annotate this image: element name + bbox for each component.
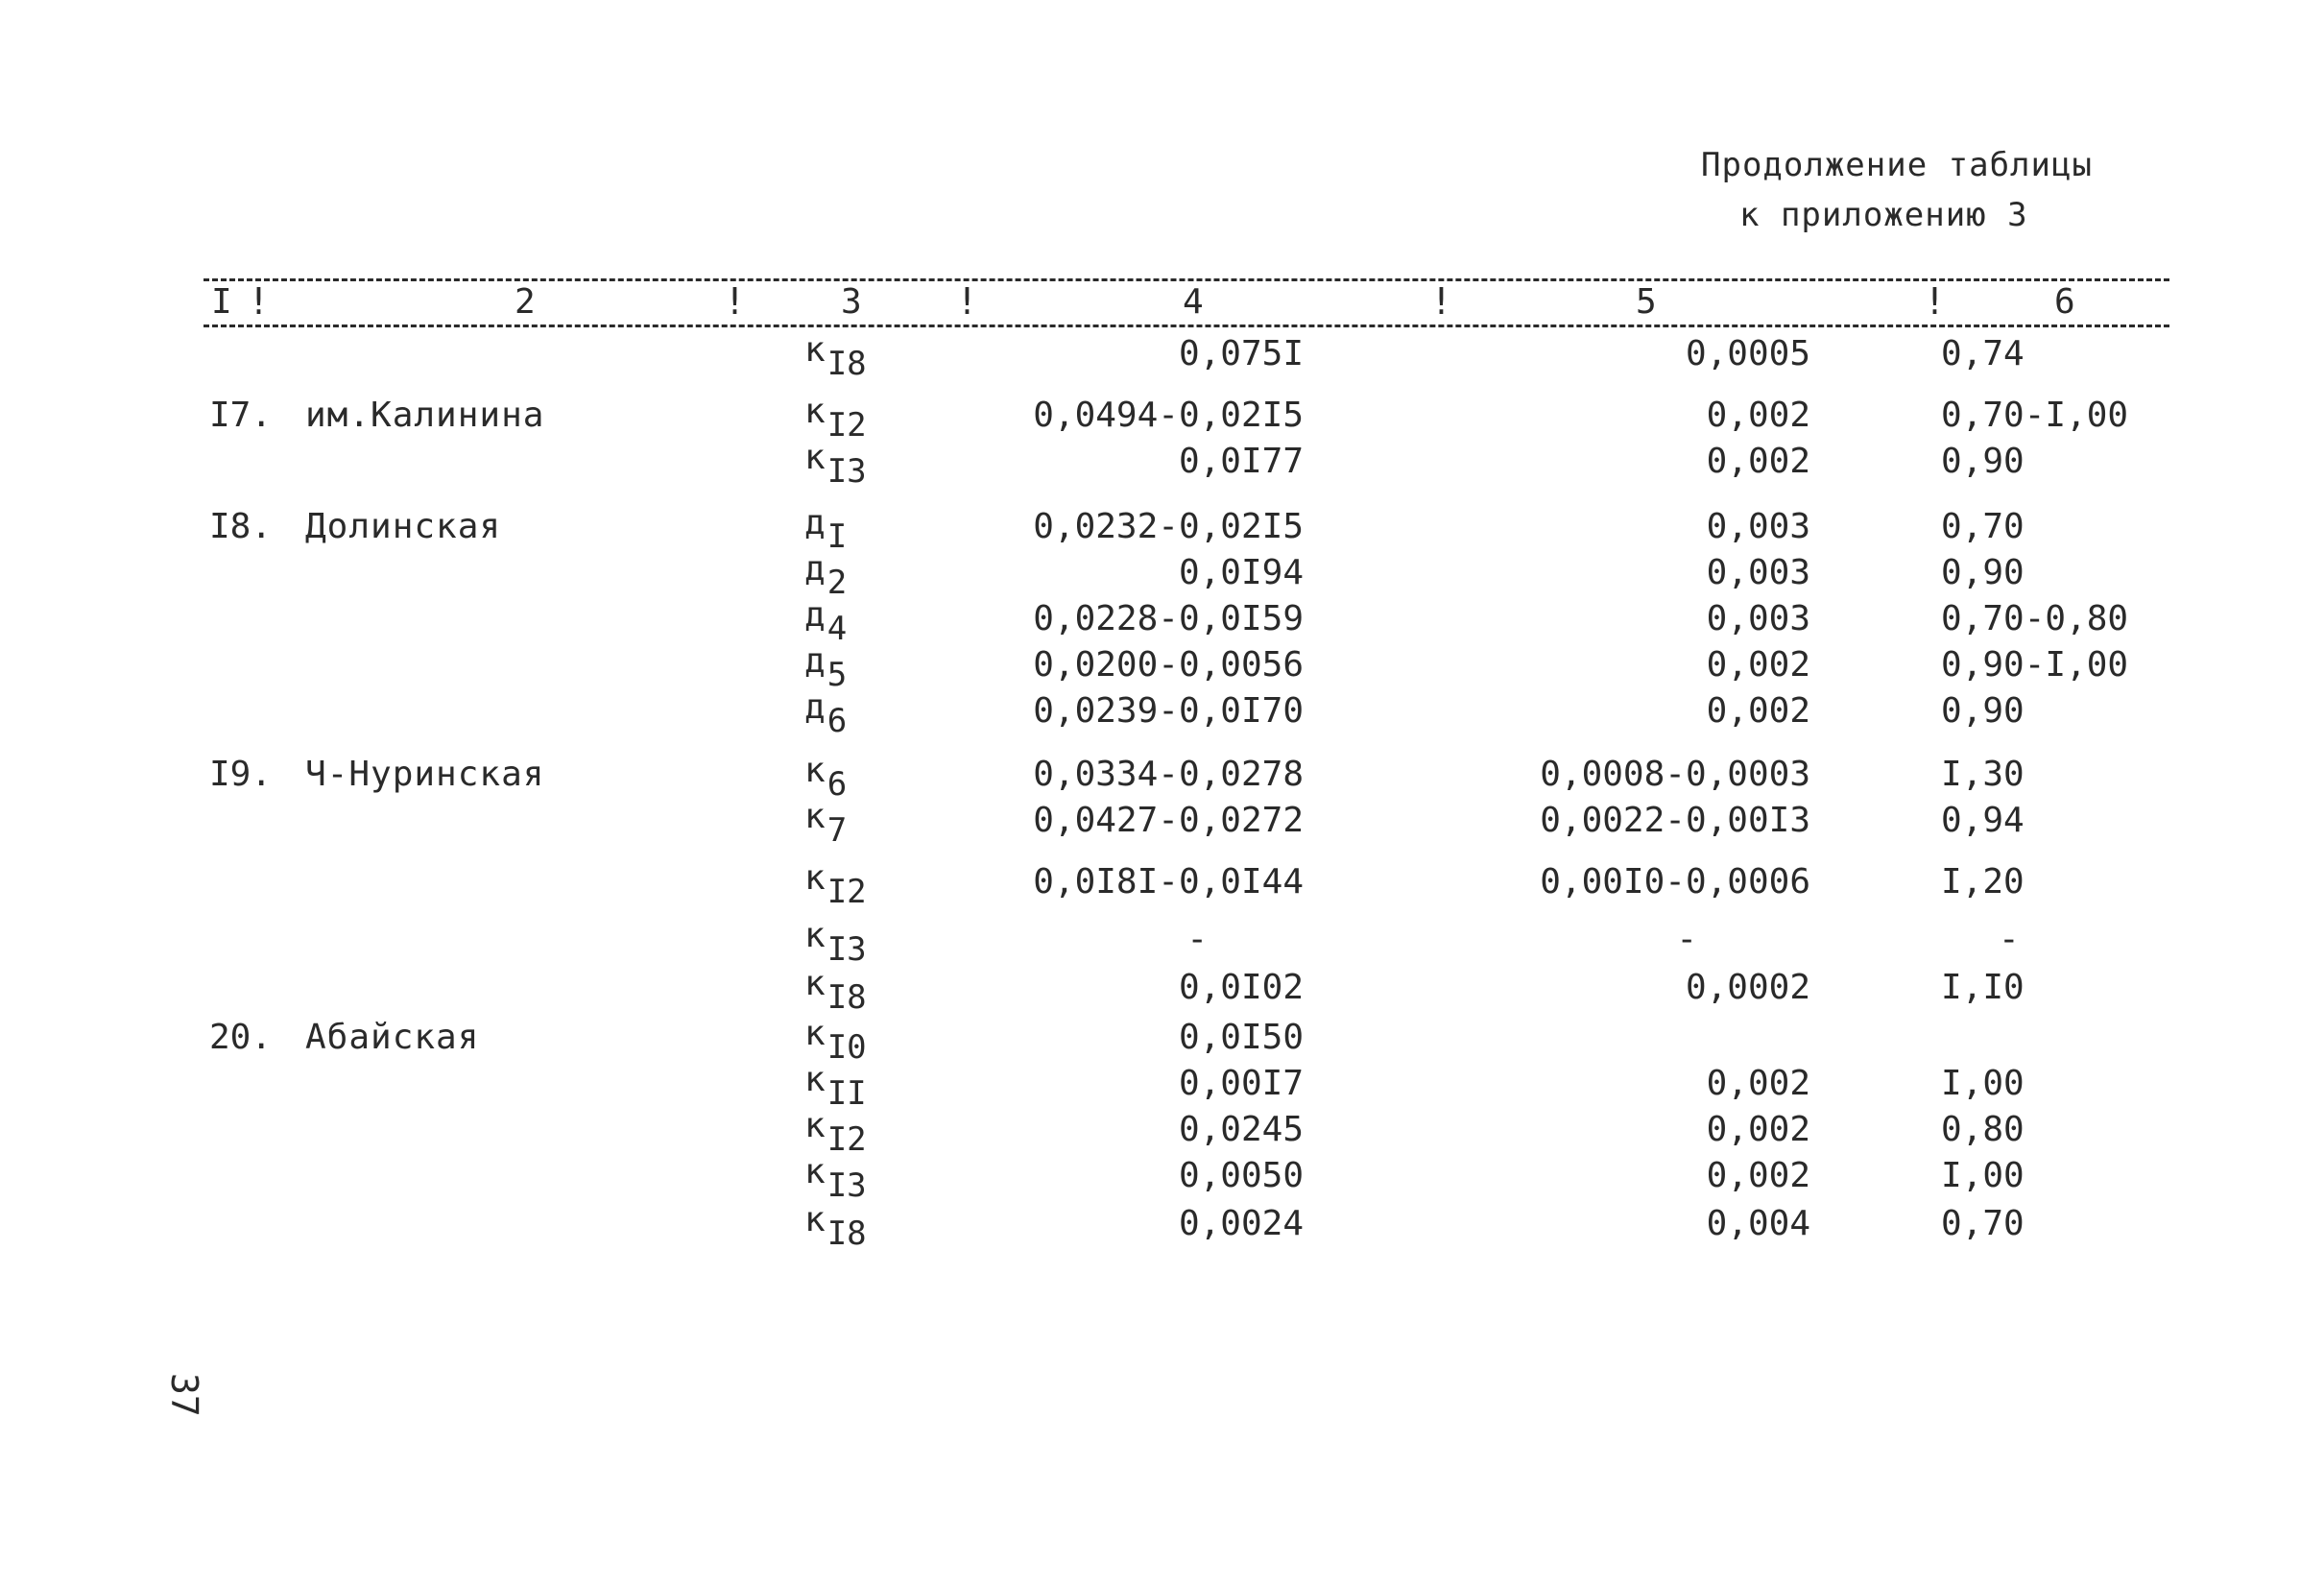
value-col-6: - <box>1999 920 2020 959</box>
value-col-5: 0,0005 <box>1685 334 1810 373</box>
value-col-5: 0,002 <box>1706 442 1810 481</box>
value-col-5: 0,002 <box>1706 1156 1810 1195</box>
value-col-4: 0,0200-0,0056 <box>1033 645 1304 685</box>
value-col-5: 0,0002 <box>1685 968 1810 1007</box>
value-col-4: 0,0245 <box>1178 1110 1304 1149</box>
value-col-6: I,20 <box>1941 862 2025 902</box>
seam-subscript: I2 <box>827 406 867 445</box>
value-col-5: 0,002 <box>1706 396 1810 435</box>
value-col-6: I,00 <box>1941 1156 2025 1195</box>
seam-letter: к <box>804 1152 826 1191</box>
seam-subscript: 6 <box>827 702 848 740</box>
seam-index <box>804 549 847 602</box>
column-header-3: 3 <box>841 282 862 322</box>
value-col-4: 0,0228-0,0I59 <box>1033 599 1304 638</box>
value-col-4: 0,0050 <box>1178 1156 1304 1195</box>
seam-letter: д <box>804 595 826 635</box>
row-number: 20. <box>209 1018 273 1057</box>
value-col-6: 0,90-I,00 <box>1941 645 2129 685</box>
value-col-5: 0,003 <box>1706 599 1810 638</box>
value-col-5: 0,0008-0,0003 <box>1540 755 1810 794</box>
seam-letter: к <box>804 797 826 836</box>
value-col-6: 0,70-0,80 <box>1941 599 2129 638</box>
seam-letter: к <box>804 964 826 1003</box>
seam-letter: к <box>804 1014 826 1053</box>
value-col-5: 0,003 <box>1706 553 1810 592</box>
seam-letter: к <box>804 392 826 431</box>
column-separator: ! <box>1924 280 1946 323</box>
seam-index <box>804 1060 867 1113</box>
header-top-rule <box>204 278 2169 281</box>
value-col-4: 0,075I <box>1178 334 1304 373</box>
value-col-6: I,30 <box>1941 755 2025 794</box>
seam-subscript: II <box>827 1074 867 1113</box>
value-col-6: 0,70 <box>1941 1204 2025 1243</box>
seam-subscript: I8 <box>827 978 867 1017</box>
value-col-4: 0,0334-0,0278 <box>1033 755 1304 794</box>
mine-name: Долинская <box>305 507 502 546</box>
value-col-5: 0,002 <box>1706 645 1810 685</box>
value-col-6: 0,70 <box>1941 507 2025 546</box>
seam-index <box>804 751 847 804</box>
seam-index <box>804 1014 867 1067</box>
seam-subscript: I3 <box>827 1166 867 1205</box>
column-header-6: 6 <box>2054 282 2075 322</box>
seam-index <box>804 1106 867 1159</box>
value-col-6: 0,94 <box>1941 801 2025 840</box>
value-col-6: 0,80 <box>1941 1110 2025 1149</box>
seam-letter: к <box>804 858 826 898</box>
seam-subscript: I3 <box>827 452 867 491</box>
header-bottom-rule <box>204 325 2169 327</box>
seam-subscript: I <box>827 517 848 556</box>
column-header-5: 5 <box>1636 282 1657 322</box>
seam-index <box>804 858 867 911</box>
seam-subscript: 2 <box>827 564 848 602</box>
seam-subscript: 6 <box>827 765 848 804</box>
value-col-4: 0,0232-0,02I5 <box>1033 507 1304 546</box>
seam-index <box>804 687 847 740</box>
seam-subscript: 4 <box>827 610 848 648</box>
value-col-6: 0,90 <box>1941 691 2025 731</box>
value-col-5: 0,00I0-0,0006 <box>1540 862 1810 902</box>
seam-index <box>804 438 867 491</box>
mine-name: им.Калинина <box>305 396 545 435</box>
column-separator: ! <box>248 280 270 323</box>
value-col-4: 0,0024 <box>1178 1204 1304 1243</box>
table-continuation-title: Продолжение таблицы <box>1701 146 2093 184</box>
seam-subscript: I2 <box>827 1120 867 1159</box>
value-col-4: 0,00I7 <box>1178 1064 1304 1103</box>
value-col-4: 0,0I02 <box>1178 968 1304 1007</box>
value-col-6: 0,90 <box>1941 553 2025 592</box>
row-number: I7. <box>209 396 273 435</box>
value-col-6: 0,70-I,00 <box>1941 396 2129 435</box>
value-col-4: 0,0239-0,0I70 <box>1033 691 1304 731</box>
seam-index <box>804 392 867 445</box>
value-col-4: 0,0I94 <box>1178 553 1304 592</box>
seam-subscript: I2 <box>827 873 867 911</box>
column-header-4: 4 <box>1183 282 1204 322</box>
table-appendix-reference: к приложению 3 <box>1739 196 2028 234</box>
value-col-5: 0,002 <box>1706 1064 1810 1103</box>
seam-index <box>804 1200 867 1253</box>
seam-subscript: I8 <box>827 1214 867 1253</box>
value-col-4: 0,0I8I-0,0I44 <box>1033 862 1304 902</box>
seam-letter: к <box>804 1200 826 1239</box>
value-col-5: 0,004 <box>1706 1204 1810 1243</box>
seam-subscript: I3 <box>827 930 867 969</box>
page-number: 37 <box>163 1373 205 1417</box>
seam-index <box>804 641 847 694</box>
value-col-6: 0,74 <box>1941 334 2025 373</box>
row-number: I9. <box>209 755 273 794</box>
value-col-5: 0,0022-0,00I3 <box>1540 801 1810 840</box>
value-col-4: - <box>1186 920 1208 959</box>
seam-index <box>804 330 867 383</box>
seam-subscript: 7 <box>827 811 848 850</box>
column-separator: ! <box>724 280 746 323</box>
seam-index <box>804 595 847 648</box>
seam-letter: к <box>804 438 826 477</box>
seam-subscript: 5 <box>827 656 848 694</box>
value-col-6: I,I0 <box>1941 968 2025 1007</box>
value-col-4: 0,0427-0,0272 <box>1033 801 1304 840</box>
value-col-5: 0,002 <box>1706 691 1810 731</box>
seam-letter: д <box>804 687 826 727</box>
mine-name: Ч-Нуринская <box>305 755 545 794</box>
value-col-4: 0,0I50 <box>1178 1018 1304 1057</box>
mine-name: Абайская <box>305 1018 480 1057</box>
seam-letter: д <box>804 549 826 589</box>
value-col-6: I,00 <box>1941 1064 2025 1103</box>
seam-letter: к <box>804 330 826 370</box>
value-col-4: 0,0494-0,02I5 <box>1033 396 1304 435</box>
value-col-5: 0,002 <box>1706 1110 1810 1149</box>
seam-letter: д <box>804 503 826 542</box>
seam-letter: к <box>804 1060 826 1099</box>
seam-index <box>804 964 867 1017</box>
value-col-6: 0,90 <box>1941 442 2025 481</box>
value-col-5: - <box>1676 920 1697 959</box>
seam-letter: к <box>804 916 826 955</box>
seam-index <box>804 1152 867 1205</box>
seam-subscript: I0 <box>827 1028 867 1067</box>
column-separator: ! <box>1430 280 1452 323</box>
column-header-2: 2 <box>515 282 536 322</box>
column-separator: ! <box>956 280 978 323</box>
seam-letter: к <box>804 751 826 790</box>
column-header-1: I <box>211 282 232 322</box>
seam-index <box>804 916 867 969</box>
value-col-4: 0,0I77 <box>1178 442 1304 481</box>
row-number: I8. <box>209 507 273 546</box>
seam-subscript: I8 <box>827 345 867 383</box>
seam-letter: д <box>804 641 826 681</box>
value-col-5: 0,003 <box>1706 507 1810 546</box>
seam-index <box>804 503 847 556</box>
seam-letter: к <box>804 1106 826 1145</box>
seam-index <box>804 797 847 850</box>
